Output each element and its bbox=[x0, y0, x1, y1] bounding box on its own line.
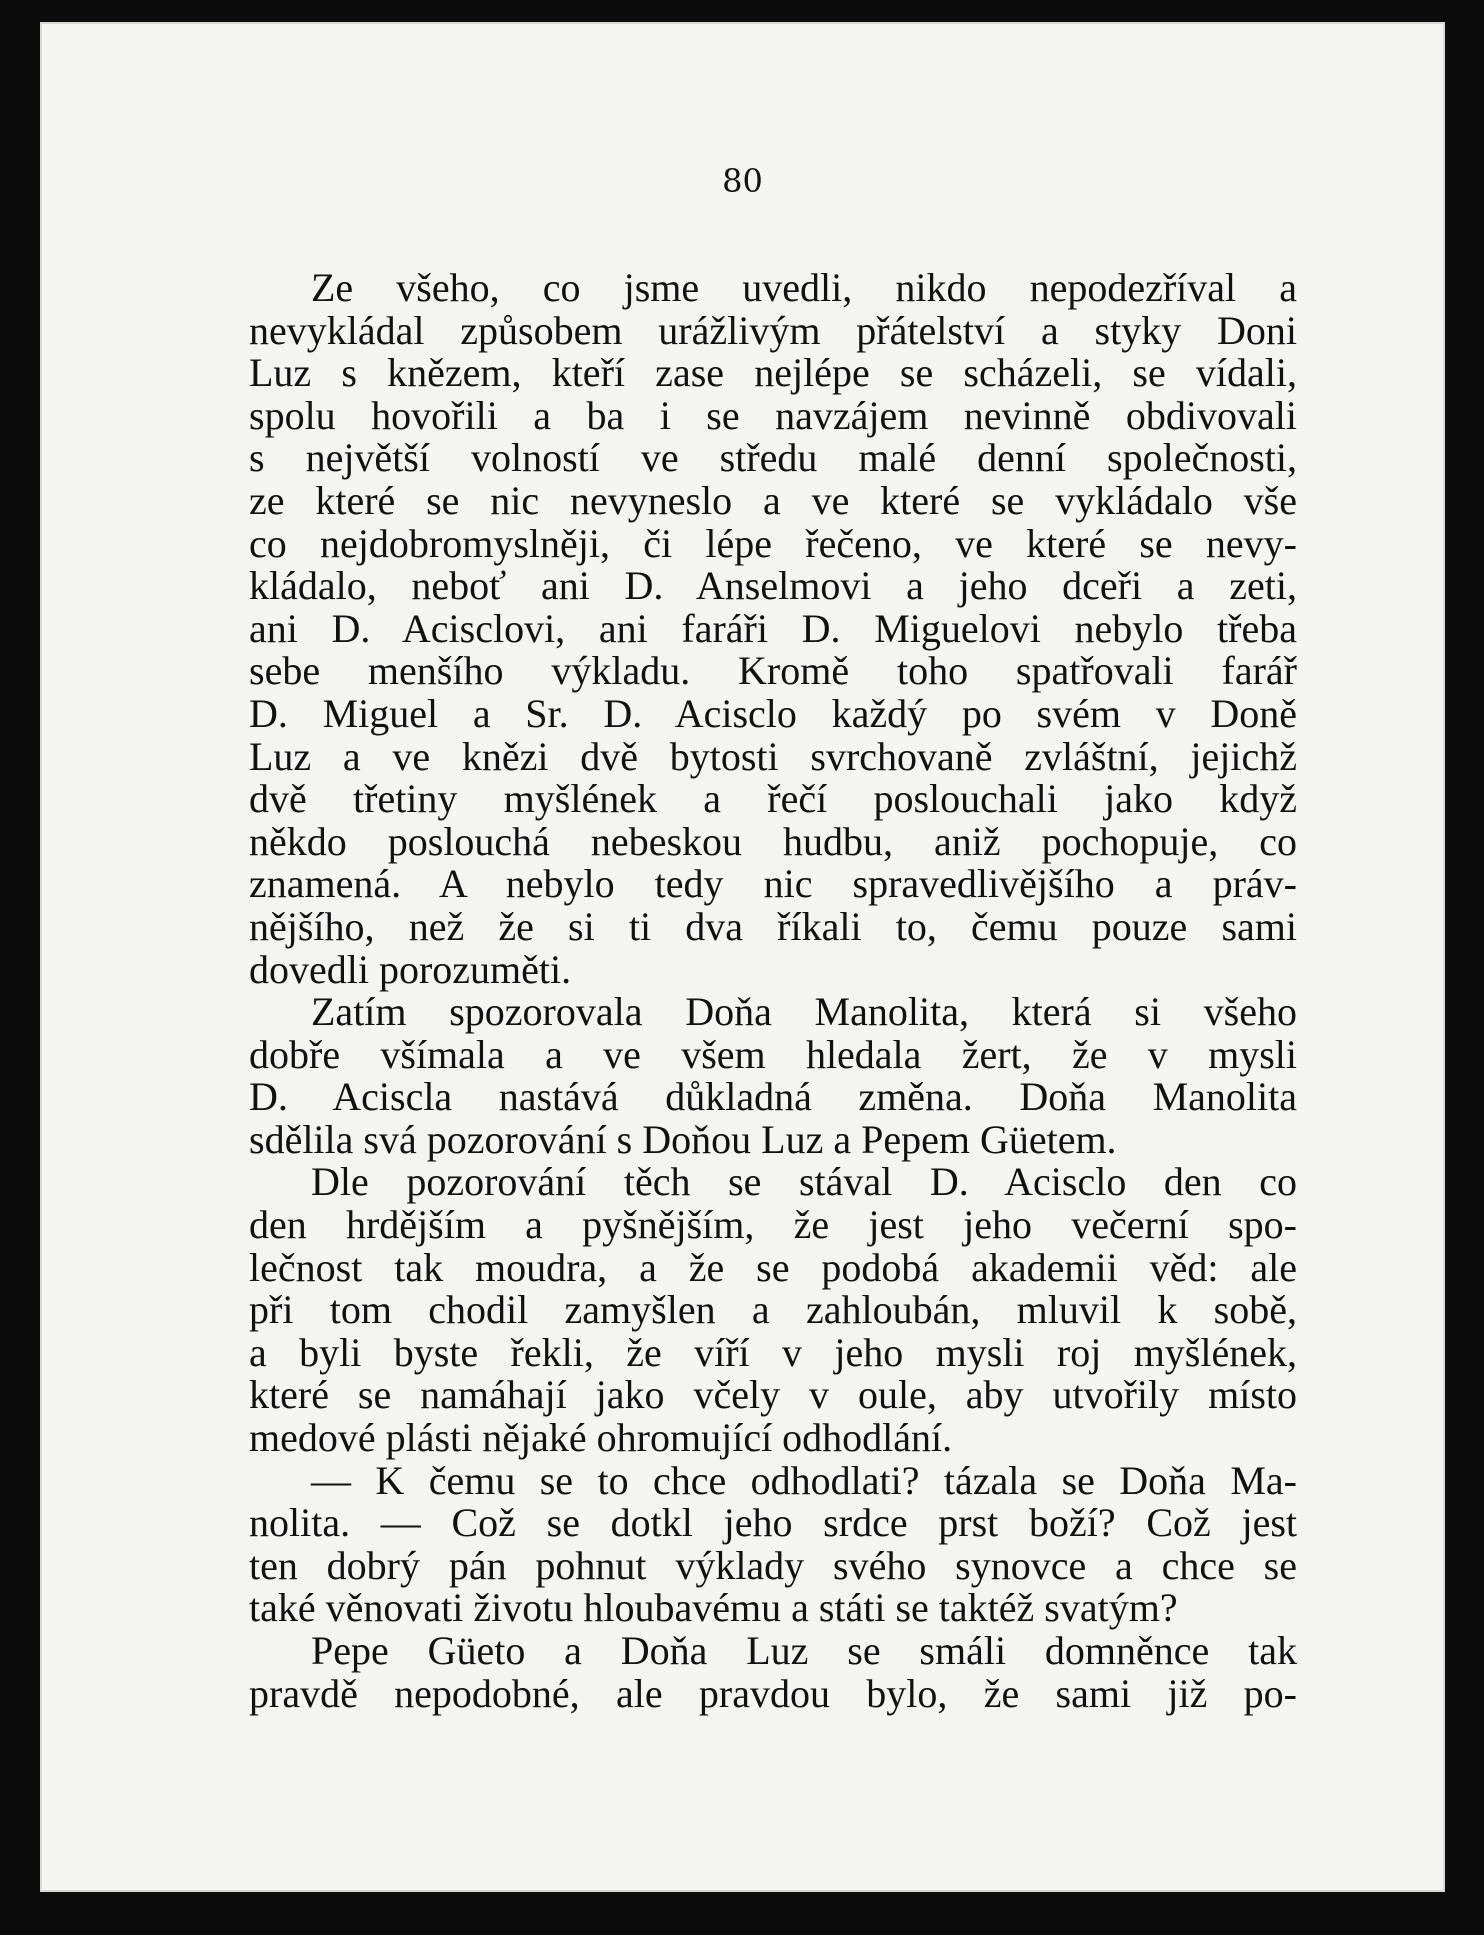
text-line: s největší volností ve středu malé denní společnosti, bbox=[249, 435, 1297, 481]
text-line: Ze všeho, co jsme uvedli, nikdo nepodezříval a bbox=[311, 265, 1297, 310]
text-line: D. Aciscla nastává důkladná změna. Doňa Manolita bbox=[249, 1074, 1297, 1120]
text-line: někdo poslouchá nebeskou hudbu, aniž pochopuje, co bbox=[249, 818, 1297, 864]
text-line: při tom chodil zamyšlen a zahloubán, mluvil k sobě, bbox=[249, 1287, 1297, 1333]
text-line: den hrdějším a pyšnějším, že jest jeho večerní spo- bbox=[249, 1202, 1297, 1248]
text-line: nolita. — Což se dotkl jeho srdce prst boží? Což jest bbox=[249, 1500, 1297, 1546]
text-line: co nejdobromyslněji, či lépe řečeno, ve které se nevy- bbox=[249, 520, 1297, 566]
text-line: ze které se nic nevyneslo a ve které se vykládalo vše bbox=[249, 477, 1297, 523]
text-line: sdělila svá pozorování s Doňou Luz a Pepem Güetem. bbox=[249, 1116, 1117, 1162]
text-line: ten dobrý pán pohnut výklady svého synovce a chce se bbox=[249, 1542, 1297, 1588]
text-line: Zatím spozorovala Doňa Manolita, která si všeho bbox=[311, 989, 1297, 1035]
text-line: Pepe Güeto a Doňa Luz se smáli domněnce tak bbox=[311, 1628, 1297, 1673]
text-line: kládalo, neboť ani D. Anselmovi a jeho dceři a zeti, bbox=[249, 563, 1297, 609]
text-line: nějšího, než že si ti dva říkali to, čemu pouze sami bbox=[249, 903, 1297, 949]
text-line: nevykládal způsobem urážlivým přátelství a styky Doni bbox=[249, 307, 1297, 353]
text-line: také věnovati životu hloubavému a státi se taktéž svatým? bbox=[249, 1585, 1178, 1631]
text-line: spolu hovořili a ba i se navzájem nevinně obdivovali bbox=[249, 392, 1297, 438]
text-line: pravdě nepodobné, ale pravdou bylo, že sami již po- bbox=[249, 1670, 1297, 1716]
text-line: lečnost tak moudra, a že se podobá akademii věd: ale bbox=[249, 1244, 1297, 1290]
text-line: které se namáhají jako včely v oule, aby utvořily místo bbox=[249, 1372, 1297, 1418]
text-line: dovedli porozuměti. bbox=[249, 946, 572, 992]
text-line: dvě třetiny myšlének a řečí poslouchali jako když bbox=[249, 776, 1297, 822]
text-line: Luz a ve knězi dvě bytosti svrchovaně zvláštní, jejichž bbox=[249, 733, 1297, 779]
text-line: medové plásti nějaké ohromující odhodlání. bbox=[249, 1415, 953, 1461]
text-line: — K čemu se to chce odhodlati? tázala se Doňa Ma- bbox=[311, 1457, 1297, 1503]
text-line: dobře všímala a ve všem hledala žert, že v mysli bbox=[249, 1031, 1297, 1077]
text-line: Dle pozorování těch se stával D. Acisclo den co bbox=[311, 1159, 1297, 1205]
text-line: znamená. A nebylo tedy nic spravedlivějšího a práv- bbox=[249, 861, 1297, 907]
text-line: Luz s knězem, kteří zase nejlépe se scházeli, se vídali, bbox=[249, 350, 1297, 396]
page-body-text bbox=[249, 267, 1297, 1715]
text-line: ani D. Acisclovi, ani faráři D. Miguelovi nebylo třeba bbox=[249, 605, 1297, 651]
text-line: sebe menšího výkladu. Kromě toho spatřovali farář bbox=[249, 648, 1297, 694]
text-line: a byli byste řekli, že víří v jeho mysli roj myšlének, bbox=[249, 1329, 1297, 1375]
book-page bbox=[40, 22, 1445, 1892]
page-number: 80 bbox=[722, 162, 763, 200]
text-line: D. Miguel a Sr. D. Acisclo každý po svém v Doně bbox=[249, 690, 1297, 736]
